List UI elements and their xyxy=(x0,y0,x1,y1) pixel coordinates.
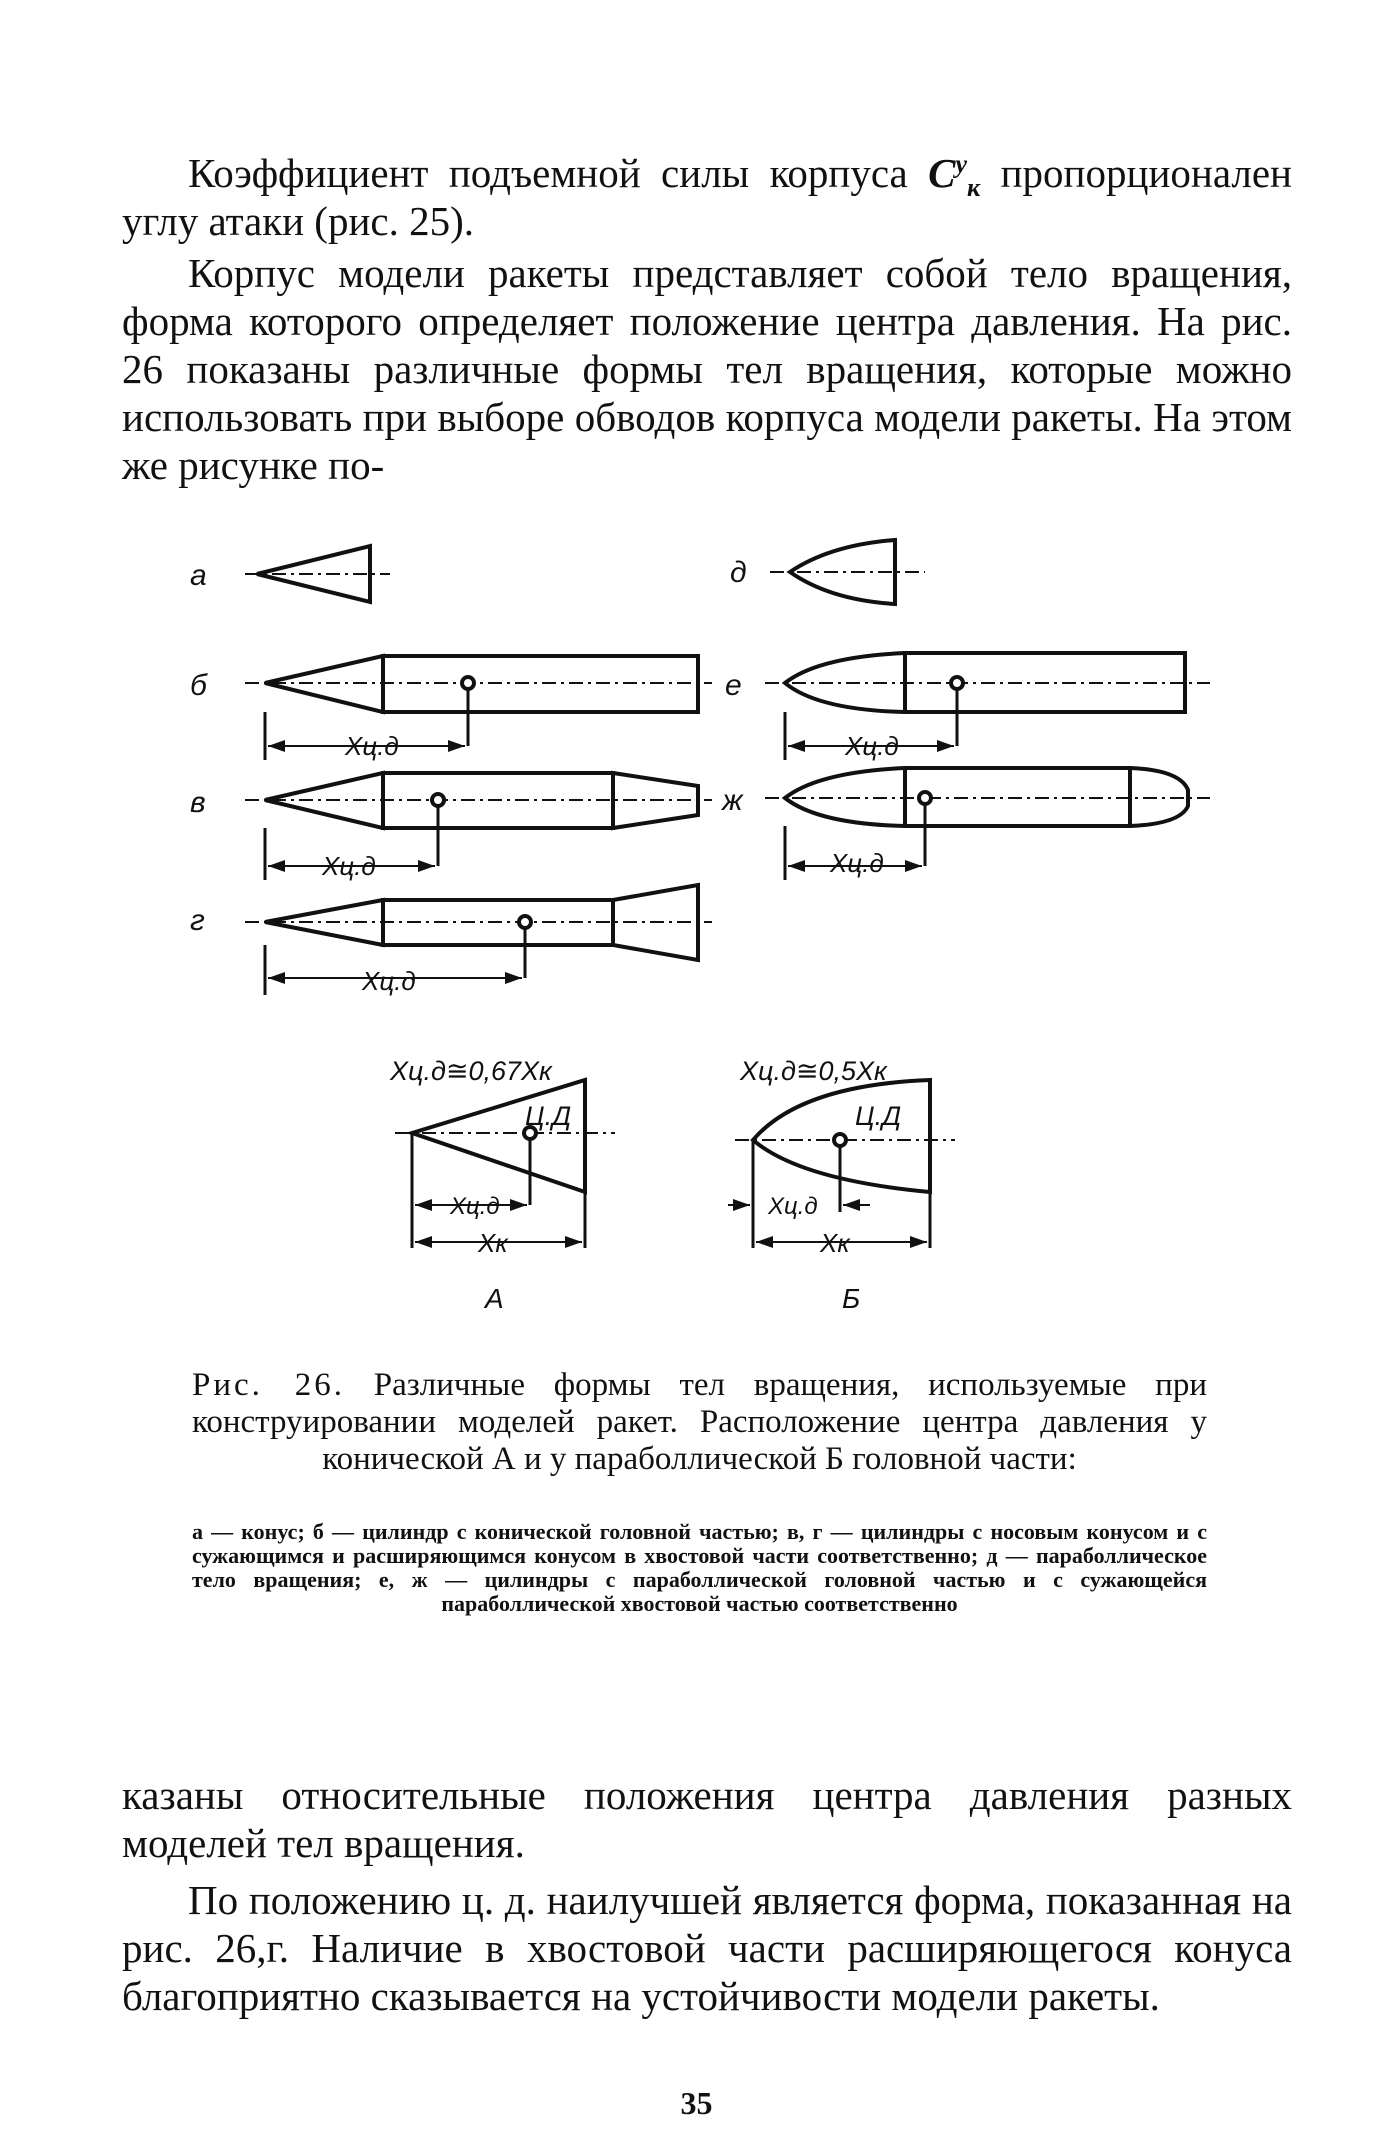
label-xcd-b: Xц.д xyxy=(345,731,399,761)
label-cd-A: Ц.Д xyxy=(525,1101,572,1131)
p1-text-before: Коэффициент подъемной силы корпуса xyxy=(188,150,929,196)
figure-caption-text: Различные формы тел вращения, используемые при конструировании моделей ракет. Расположение центра давления у конической А и у параболлической Б головной части: xyxy=(192,1367,1208,1477)
label-B: Б xyxy=(842,1283,861,1314)
detail-B-parabolic-nose xyxy=(728,1080,955,1248)
shape-d-parabolic xyxy=(770,540,925,604)
label-d: д xyxy=(730,556,747,589)
label-b: б xyxy=(190,669,207,702)
shape-v-narrowing-tail xyxy=(245,773,712,880)
label-a: а xyxy=(190,559,207,592)
detail-A-conical-nose xyxy=(395,1080,615,1248)
label-xcd-zh: Xц.д xyxy=(830,848,884,878)
paragraph-3: казаны относительные положения центра давления разных моделей тел вращения. xyxy=(122,1772,1292,1866)
label-e: е xyxy=(725,669,742,702)
p1-text-after: пропорционален углу атаки (рис. 25). xyxy=(122,150,1292,244)
figure-label: Рис. 26. xyxy=(192,1367,345,1403)
label-xcd-v: Xц.д xyxy=(322,851,376,881)
page-number: 35 xyxy=(680,2085,713,2121)
label-g: г xyxy=(190,904,205,937)
label-xk-A: Xк xyxy=(478,1228,508,1258)
formula-B: Xц.д≅0,5Xк xyxy=(740,1056,887,1086)
shape-a-cone xyxy=(245,546,390,602)
lift-coefficient-symbol: $C^y_к$ xyxy=(928,149,981,203)
label-xcd-e: Xц.д xyxy=(845,731,899,761)
label-A: А xyxy=(485,1283,504,1314)
label-xcd-A: Xц.д xyxy=(450,1193,500,1220)
label-xk-B: Xк xyxy=(820,1228,850,1258)
shape-g-expanding-tail xyxy=(245,885,712,995)
figure-legend: а — конус; б — цилиндр с конической головной частью; в, г — цилиндры с носовым конусом и с сужающимся и расширяющимся конусом в хвостовой части соответственно; д — параболлическое тело вращения; е, ж — цилиндры с параболлической головной частью и с сужающейся параболлической хвостовой частью соответственно xyxy=(192,1519,1207,1616)
label-cd-B: Ц.Д xyxy=(855,1101,902,1131)
label-zh: ж xyxy=(722,784,743,817)
figure-caption xyxy=(192,1367,1207,1478)
formula-A: Xц.д≅0,67Xк xyxy=(390,1056,552,1086)
paragraph-4: По положению ц. д. наилучшей является форма, показанная на рис. 26,г. Наличие в хвостовой части расширяющегося конуса благоприятно сказывается на устойчивости модели ракеты. xyxy=(122,1877,1292,2019)
label-xcd-B: Xц.д xyxy=(768,1193,818,1220)
label-xcd-g: Xц.д xyxy=(362,966,416,996)
shape-b-cylinder-cone-nose xyxy=(245,656,712,760)
label-v: в xyxy=(190,786,206,819)
paragraph-2: Корпус модели ракеты представляет собой тело вращения, форма которого определяет положение центра давления. На рис. 26 показаны различные формы тел вращения, которые можно использовать при выборе обводов корпуса модели ракеты. На этом же рисунке по- xyxy=(122,250,1292,488)
shape-e-parabolic-nose xyxy=(765,653,1210,760)
